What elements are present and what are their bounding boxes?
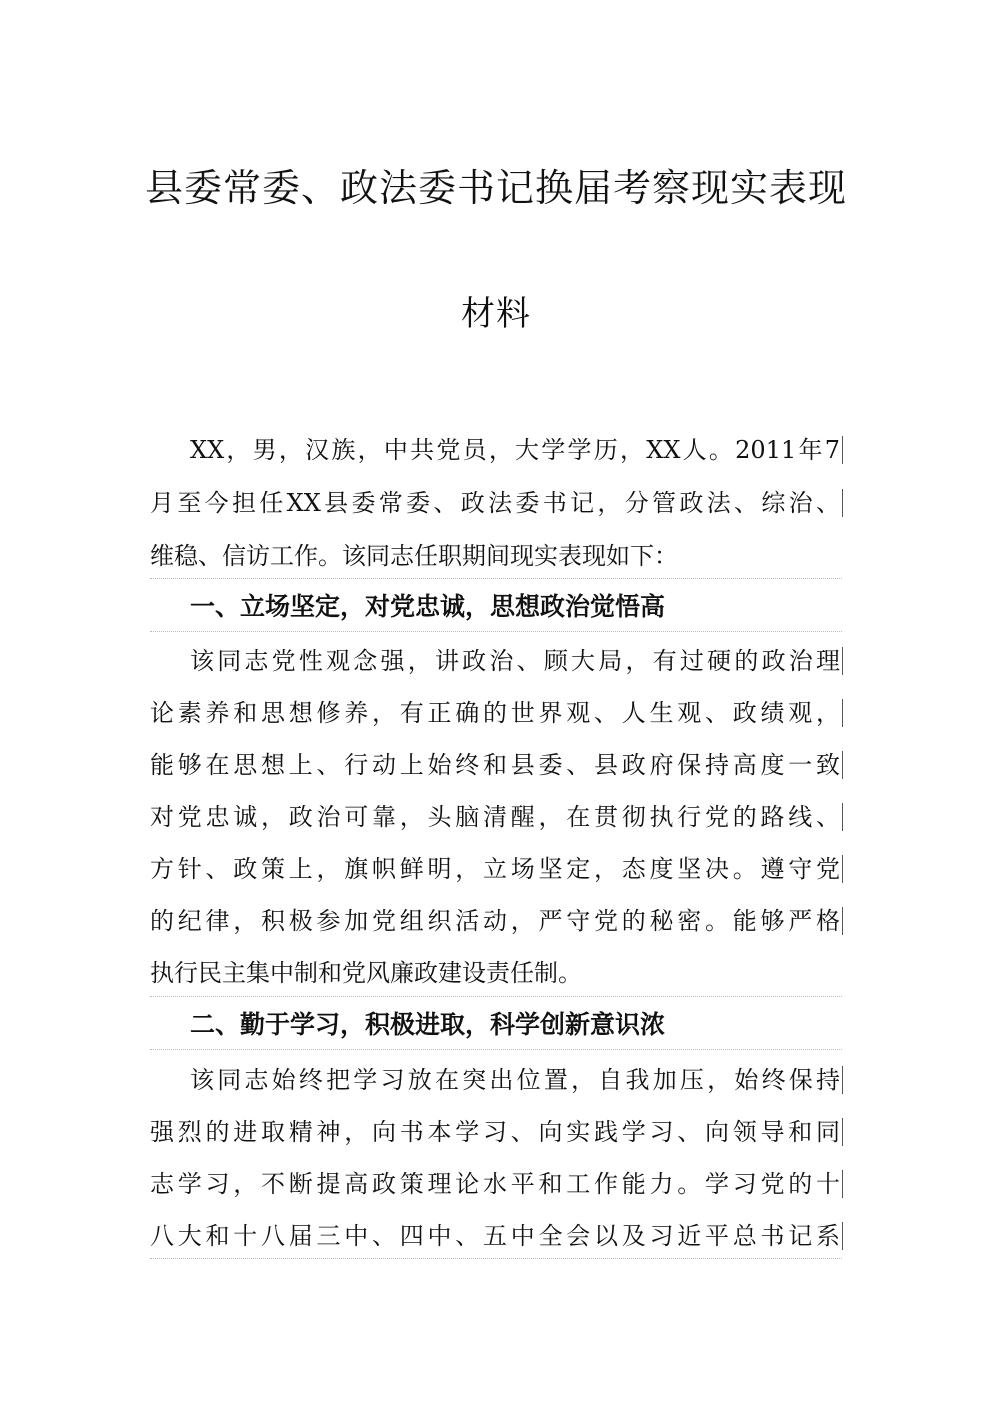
section-1-line-1: 该同志党性观念强，讲政治、顾大局，有过硬的政治理 [190,647,840,675]
margin-mark [842,1222,843,1250]
section-2-heading: 二、勤于学习，积极进取，科学创新意识浓 [190,1010,666,1039]
line-rule [150,996,842,997]
intro-line-3: 维稳、信访工作。该同志任职期间现实表现如下： [150,542,678,570]
margin-mark [842,1066,843,1094]
margin-mark [842,855,843,883]
margin-mark [842,647,843,675]
section-2-line-4: 八大和十八届三中、四中、五中全会以及习近平总书记系 [150,1222,840,1250]
margin-mark [842,803,843,831]
section-2-line-1: 该同志始终把学习放在突出位置，自我加压，始终保持 [190,1066,840,1094]
intro-line-2: 月至今担任XX县委常委、政法委书记，分管政法、综治、 [150,489,840,517]
section-1-heading: 一、立场坚定，对党忠诚，思想政治觉悟高 [190,592,666,621]
line-rule [150,631,842,632]
document-title-continued: 材料 [461,294,531,334]
section-1-line-7: 执行民主集中制和党风廉政建设责任制。 [150,959,582,987]
section-2-line-3: 志学习，不断提高政策理论水平和工作能力。学习党的十 [150,1170,840,1198]
section-2-line-2: 强烈的进取精神，向书本学习、向实践学习、向领导和同 [150,1118,840,1146]
section-1-line-2: 论素养和思想修养，有正确的世界观、人生观、政绩观， [150,699,840,727]
margin-mark [842,699,843,727]
section-1-line-3: 能够在思想上、行动上始终和县委、县政府保持高度一致 [150,751,840,779]
section-1-line-5: 方针、政策上，旗帜鲜明，立场坚定，态度坚决。遵守党 [150,855,840,883]
margin-mark [842,1170,843,1198]
margin-mark [842,1118,843,1146]
section-1-line-4: 对党忠诚，政治可靠，头脑清醒，在贯彻执行党的路线、 [150,803,840,831]
margin-mark [842,489,843,517]
margin-mark [842,436,843,464]
line-rule [150,1049,842,1050]
line-rule [150,1258,842,1259]
intro-line-1: XX，男，汉族，中共党员，大学学历，XX人。2011年7 [190,436,840,464]
document-title: 县委常委、政法委书记换届考察现实表现 [144,166,847,210]
section-1-line-6: 的纪律，积极参加党组织活动，严守党的秘密。能够严格 [150,907,840,935]
margin-mark [842,751,843,779]
line-rule [150,578,842,579]
margin-mark [842,907,843,935]
